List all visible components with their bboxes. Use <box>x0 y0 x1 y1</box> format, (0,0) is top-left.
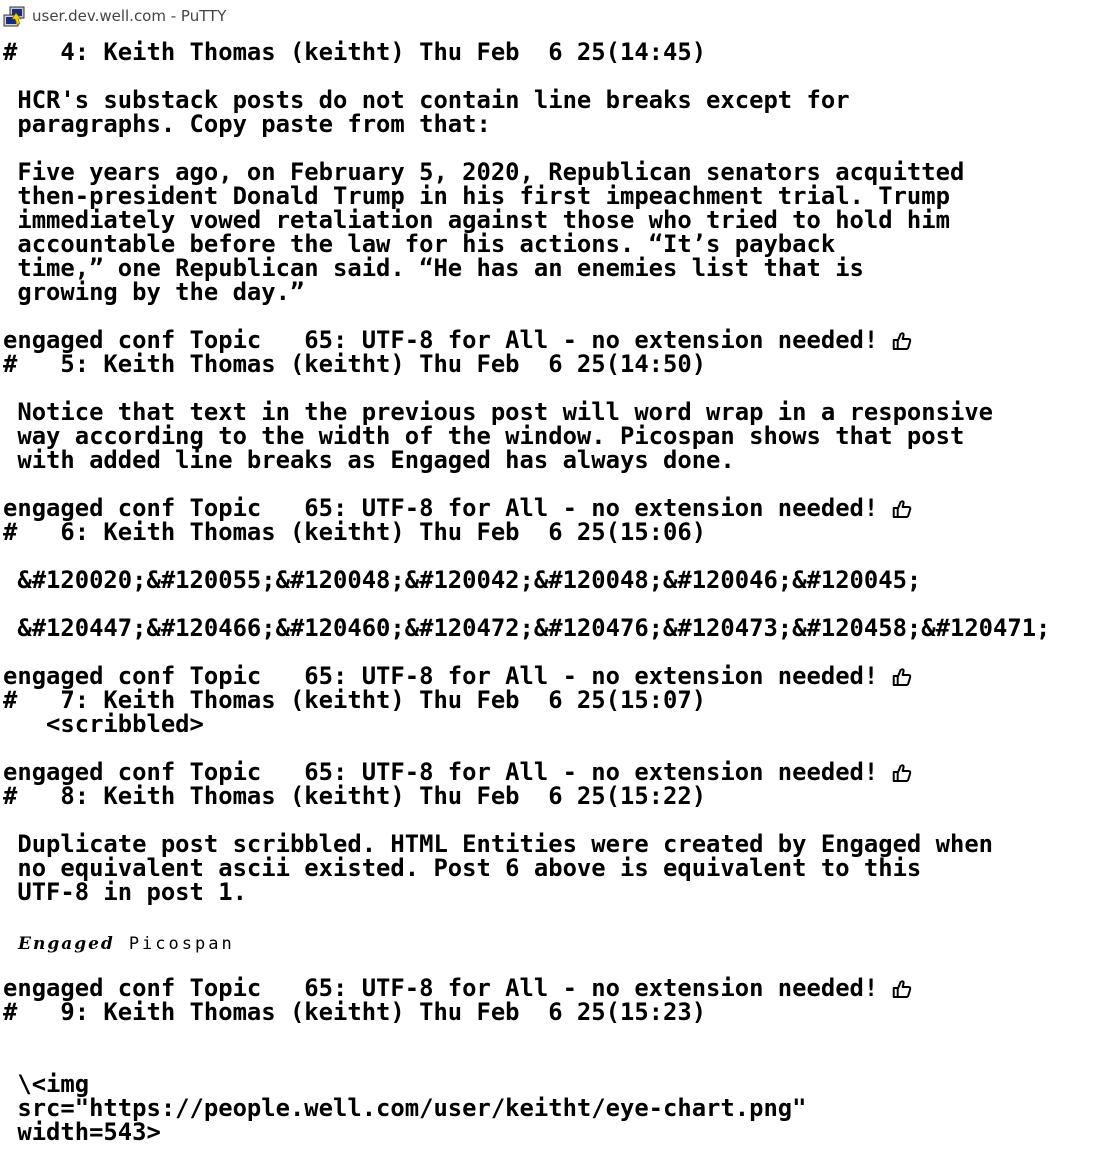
topic-header <box>3 976 912 1000</box>
post-body-line: no equivalent ascii existed. Post 6 above is equivalent to this <box>3 854 922 882</box>
post-body-line: Duplicate post scribbled. HTML Entities were created by Engaged when <box>3 830 994 858</box>
thumbs-up-icon[interactable] <box>892 499 912 519</box>
post-body-line: &#120020;&#120055;&#120048;&#120042;&#120048;&#120046;&#120045; <box>3 566 922 594</box>
terminal-screen[interactable] <box>0 40 1115 1157</box>
topic-header-text: engaged conf Topic 65: UTF-8 for All - no extension needed! <box>3 758 879 786</box>
styled-text-line <box>18 931 235 956</box>
window-titlebar[interactable] <box>0 0 1115 34</box>
topic-header-text: engaged conf Topic 65: UTF-8 for All - no extension needed! <box>3 494 879 522</box>
topic-header-text: engaged conf Topic 65: UTF-8 for All - no extension needed! <box>3 326 879 354</box>
post-body-line: immediately vowed retaliation against those who tried to hold him <box>3 206 950 234</box>
post-body-line: paragraphs. Copy paste from that: <box>3 110 491 138</box>
topic-header <box>3 760 912 784</box>
post-body-line: Five years ago, on February 5, 2020, Republican senators acquitted <box>3 158 965 186</box>
thumbs-up-icon[interactable] <box>892 763 912 783</box>
post-header: # 9: Keith Thomas (keitht) Thu Feb 6 25(15:23) <box>3 998 707 1026</box>
post-body-line: accountable before the law for his actions. “It’s payback <box>3 230 836 258</box>
styled-word-engaged: Engaged <box>18 934 115 954</box>
post-body-line: Notice that text in the previous post will word wrap in a responsive <box>3 398 994 426</box>
post-body-line: &#120447;&#120466;&#120460;&#120472;&#120476;&#120473;&#120458;&#120471; <box>3 614 1051 642</box>
post-body-line: <scribbled> <box>3 710 204 738</box>
post-body-line: then-president Donald Trump in his first impeachment trial. Trump <box>3 182 950 210</box>
post-header: # 5: Keith Thomas (keitht) Thu Feb 6 25(14:50) <box>3 350 707 378</box>
post-body-line: HCR's substack posts do not contain line breaks except for <box>3 86 850 114</box>
post-header: # 8: Keith Thomas (keitht) Thu Feb 6 25(15:22) <box>3 782 707 810</box>
post-header: # 7: Keith Thomas (keitht) Thu Feb 6 25(15:07) <box>3 686 707 714</box>
thumbs-up-icon[interactable] <box>892 667 912 687</box>
putty-icon[interactable] <box>3 6 27 28</box>
post-body-line: src="https://people.well.com/user/keitht/eye-chart.png" <box>3 1094 807 1122</box>
post-body-line: time,” one Republican said. “He has an enemies list that is <box>3 254 864 282</box>
window-title: user.dev.well.com - PuTTY <box>32 7 227 25</box>
topic-header-text: engaged conf Topic 65: UTF-8 for All - no extension needed! <box>3 974 879 1002</box>
thumbs-up-icon[interactable] <box>892 979 912 999</box>
topic-header-text: engaged conf Topic 65: UTF-8 for All - no extension needed! <box>3 662 879 690</box>
styled-word-picospan: Picospan <box>128 934 235 954</box>
post-body-line: width=543> <box>3 1118 161 1146</box>
topic-header <box>3 496 912 520</box>
post-body-line: \<img <box>3 1070 90 1098</box>
thumbs-up-icon[interactable] <box>892 331 912 351</box>
post-body-line: growing by the day.” <box>3 278 305 306</box>
post-header: # 6: Keith Thomas (keitht) Thu Feb 6 25(15:06) <box>3 518 707 546</box>
post-body-line: way according to the width of the window. Picospan shows that post <box>3 422 965 450</box>
topic-header <box>3 328 912 352</box>
topic-header <box>3 664 912 688</box>
post-body-line: with added line breaks as Engaged has always done. <box>3 446 735 474</box>
post-body-line: UTF-8 in post 1. <box>3 878 247 906</box>
post-header: # 4: Keith Thomas (keitht) Thu Feb 6 25(14:45) <box>3 38 707 66</box>
